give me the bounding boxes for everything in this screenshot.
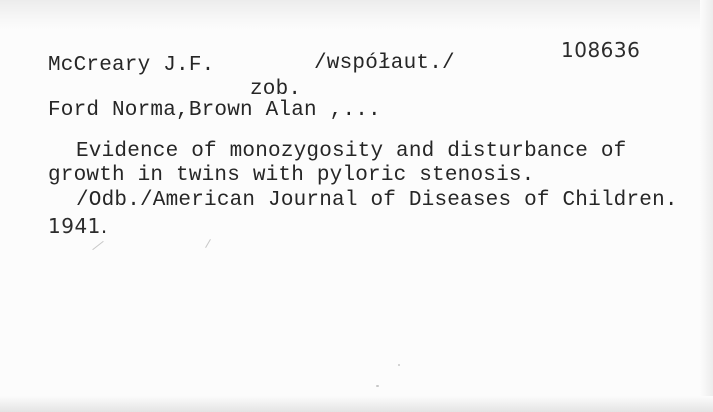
coauthors-list: Ford Norma,Brown Alan ,... — [48, 99, 381, 122]
paper-speck — [92, 241, 104, 250]
paper-speck — [376, 385, 379, 387]
see-also-label: zob. — [250, 78, 302, 101]
title-line-1: Evidence of monozygosity and disturbance of — [76, 140, 627, 163]
source-line: /Odb./American Journal of Diseases of Children. — [76, 189, 678, 212]
paper-speck — [398, 364, 400, 366]
card-top-shading — [0, 0, 713, 30]
catalog-number: 108636 — [561, 38, 641, 62]
paper-speck — [205, 239, 211, 248]
author-name: McCreary J.F. — [48, 54, 215, 77]
card-bottom-edge — [0, 396, 713, 412]
publication-year: 1941. — [48, 214, 108, 238]
card-right-edge — [700, 0, 713, 412]
title-line-2: growth in twins with pyloric stenosis. — [48, 164, 535, 187]
coauthors-marker: /współaut./ — [314, 52, 455, 75]
